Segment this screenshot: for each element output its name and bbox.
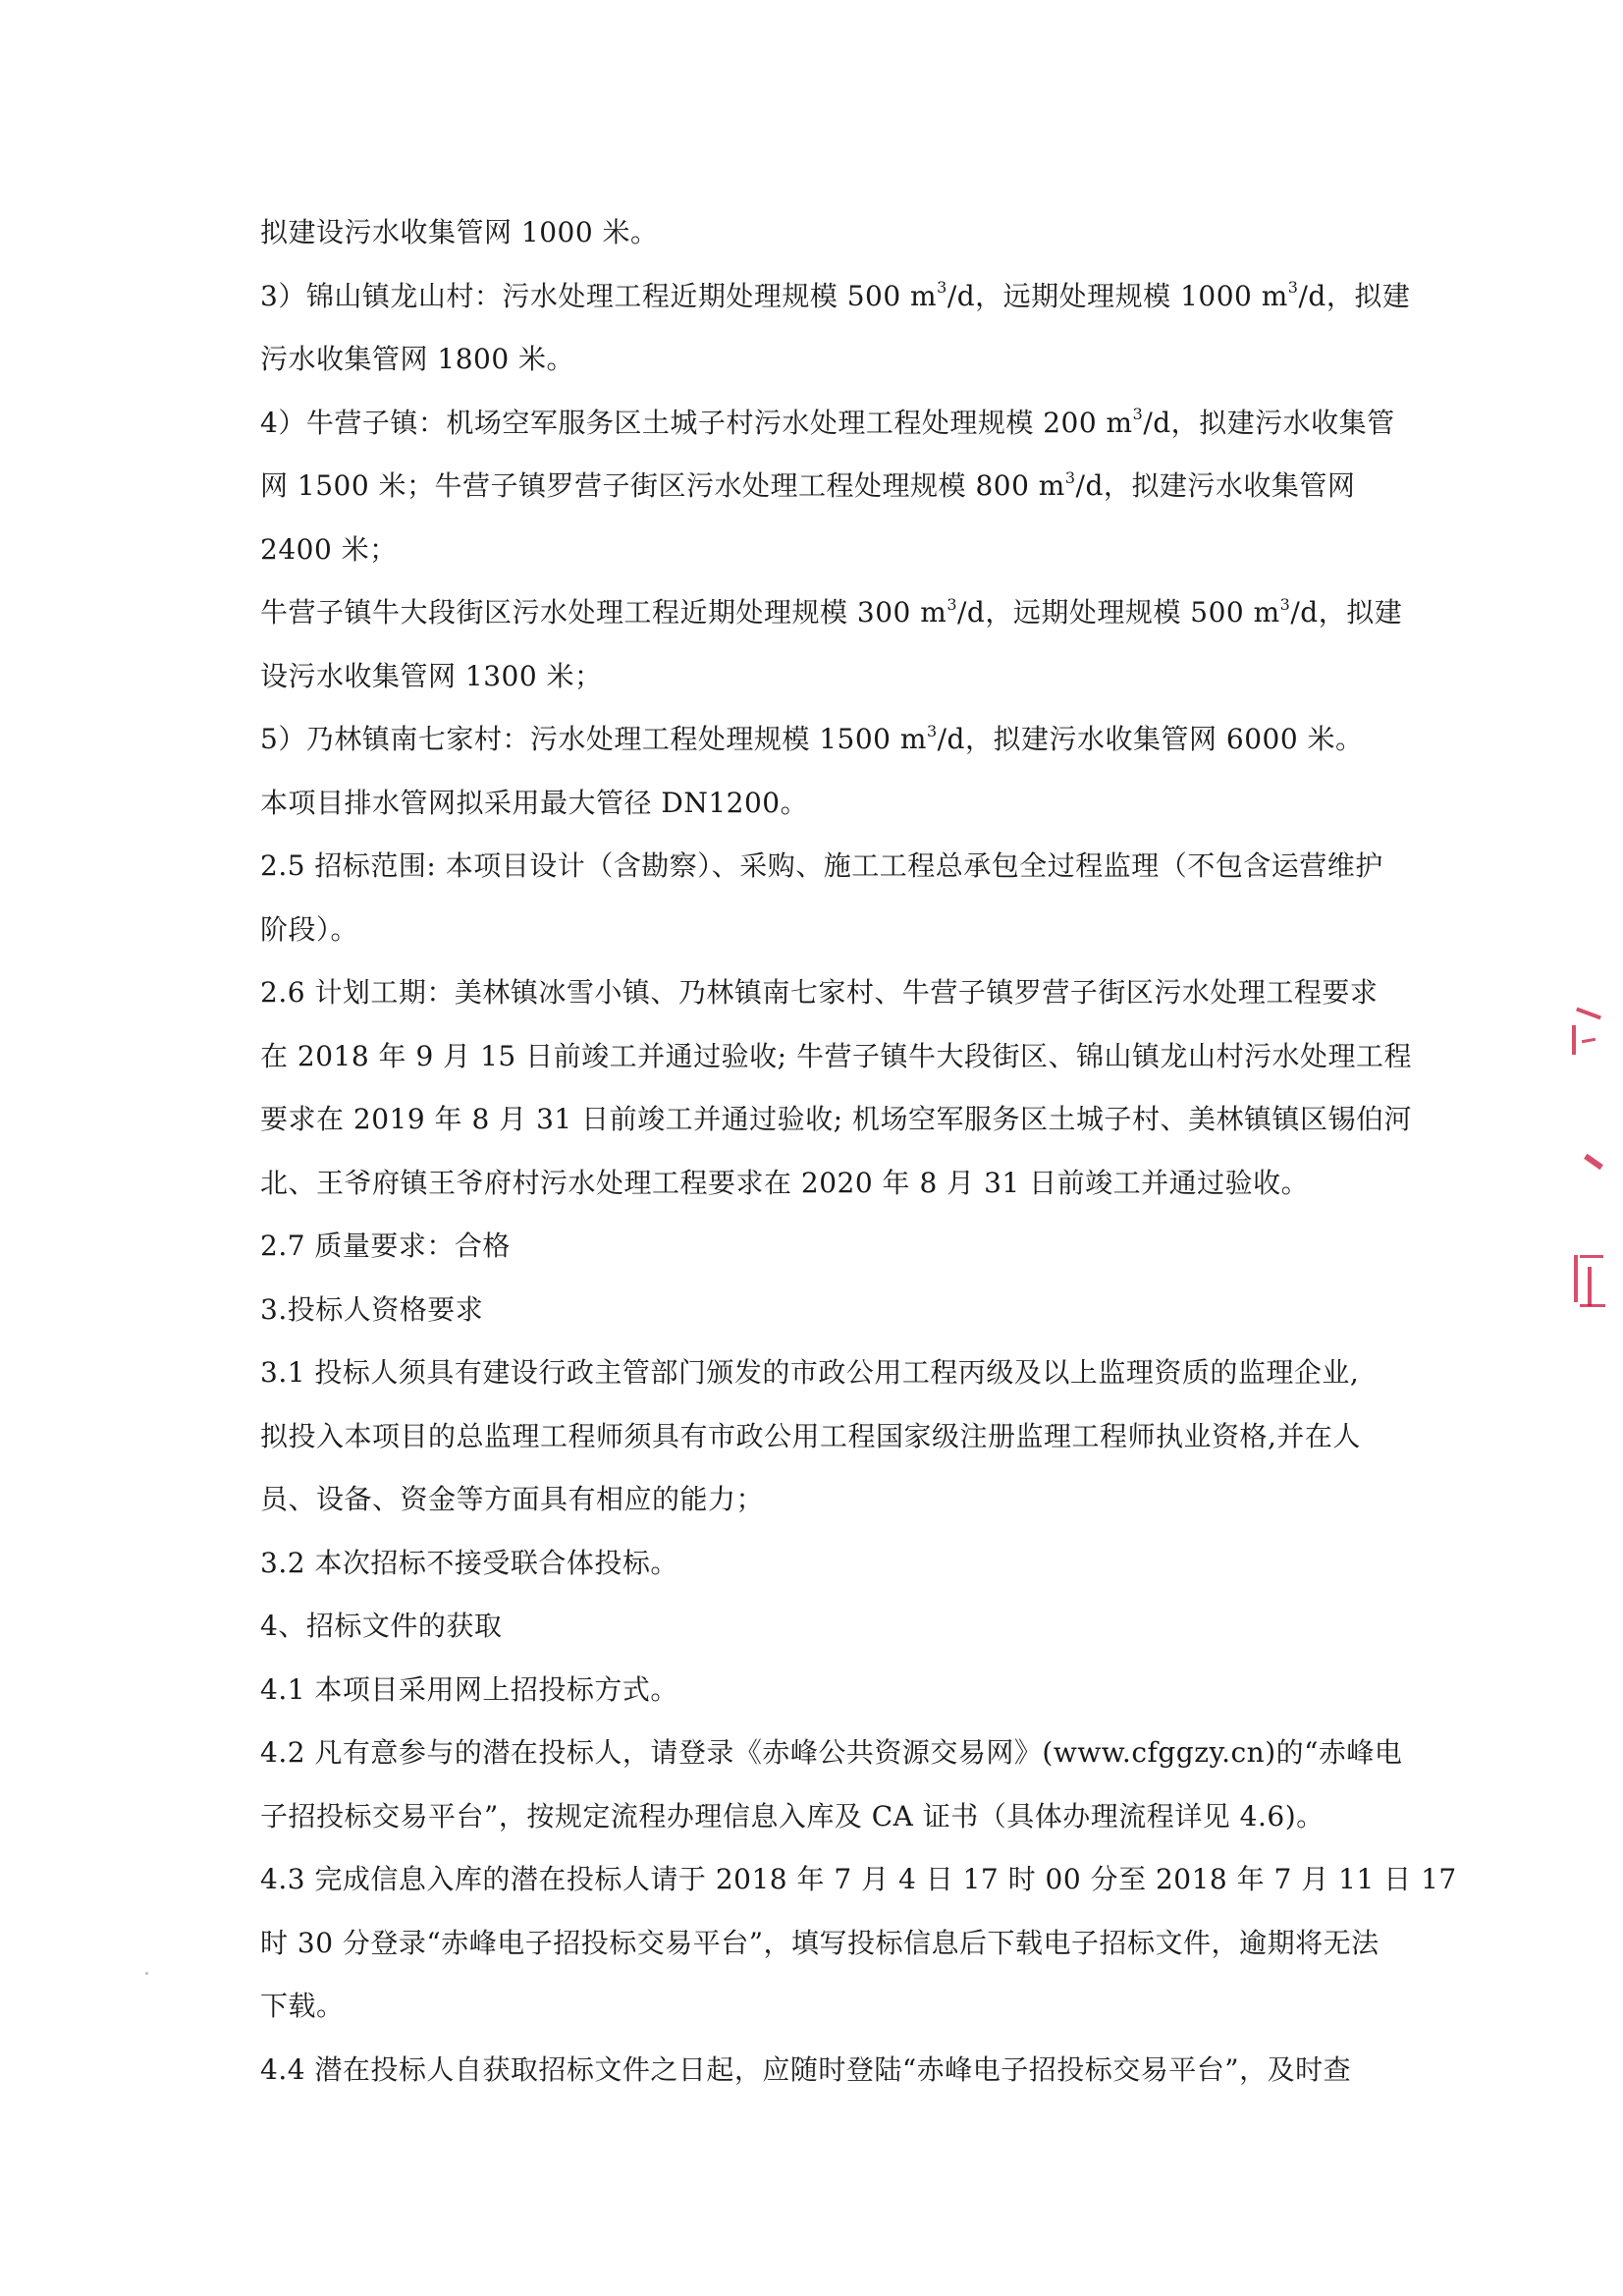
line-text: 牛营子镇牛大段街区污水处理工程近期处理规模 300 m xyxy=(260,596,947,629)
line-text: 4.1 本项目采用网上招投标方式。 xyxy=(260,1672,678,1706)
text-line xyxy=(260,1659,1414,1722)
line-text: /d，拟建污水收集管网 xyxy=(1075,469,1356,502)
line-text: 本项目排水管网拟采用最大管径 DN1200。 xyxy=(260,786,809,819)
scan-artifact xyxy=(145,1972,148,1975)
line-text: 员、设备、资金等方面具有相应的能力； xyxy=(260,1483,765,1515)
line-text: 2400 米； xyxy=(260,532,398,566)
document-body xyxy=(260,201,1457,2102)
seal-stamp-fragment xyxy=(1554,992,1623,1345)
stamp-stroke xyxy=(1584,1154,1603,1170)
superscript: 3 xyxy=(926,721,938,740)
stamp-stroke xyxy=(1576,1008,1601,1020)
superscript: 3 xyxy=(1132,405,1144,424)
text-line xyxy=(260,455,1414,519)
line-text: 3.1 投标人须具有建设行政主管部门颁发的市政公用工程丙级及以上监理资质的监理企业, xyxy=(260,1356,1360,1389)
superscript: 3 xyxy=(1279,594,1291,614)
line-text: /d，拟建污水收集管网 6000 米。 xyxy=(937,723,1364,755)
text-line xyxy=(260,1152,1414,1216)
line-text: 2.5 招标范围: 本项目设计（含勘察）、采购、施工工程总承包全过程监理（不包含运营维护 xyxy=(260,849,1383,882)
line-text: 设污水收集管网 1300 米； xyxy=(260,659,603,692)
text-line xyxy=(260,201,1414,265)
text-line xyxy=(260,899,1414,962)
line-text: /d，拟建 xyxy=(1290,596,1403,629)
stamp-stroke xyxy=(1574,1255,1578,1302)
text-line xyxy=(260,1785,1414,1849)
stamp-stroke xyxy=(1582,1038,1596,1043)
superscript: 3 xyxy=(947,594,957,614)
line-text: /d，远期处理规模 500 m xyxy=(957,596,1280,629)
line-text: 3）锦山镇龙山村：污水处理工程近期处理规模 500 m xyxy=(260,279,938,312)
text-line xyxy=(260,1088,1414,1152)
text-line xyxy=(260,772,1414,836)
text-line xyxy=(260,1848,1457,1912)
line-text: 时 30 分登录“赤峰电子招投标交易平台”，填写投标信息后下载电子招标文件，逾期将无法 xyxy=(260,1926,1380,1959)
line-text: /d，远期处理规模 1000 m xyxy=(947,279,1288,312)
text-line xyxy=(260,1468,1414,1532)
line-text: /d，拟建污水收集管 xyxy=(1143,406,1395,439)
line-text: 4.2 凡有意参与的潜在投标人，请登录《赤峰公共资源交易网》(www.cfggzy.cn)的“赤峰电 xyxy=(260,1736,1403,1769)
line-text: 在 2018 年 9 月 15 日前竣工并通过验收; 牛营子镇牛大段街区、锦山镇龙山村污水处理工程 xyxy=(260,1039,1412,1072)
text-line xyxy=(260,835,1414,899)
text-line xyxy=(260,2039,1414,2103)
section-heading xyxy=(260,1595,1414,1659)
text-line xyxy=(260,645,1414,709)
text-line xyxy=(260,1722,1414,1785)
text-line xyxy=(260,1025,1414,1089)
text-line xyxy=(260,961,1414,1025)
superscript: 3 xyxy=(937,278,947,298)
text-line xyxy=(260,265,1414,329)
line-text: 阶段）。 xyxy=(260,912,359,946)
line-text: 3.投标人资格要求 xyxy=(260,1292,484,1326)
line-text: 下载。 xyxy=(260,1990,345,2022)
line-text: 子招投标交易平台”，按规定流程办理信息入库及 CA 证书（具体办理流程详见 4.6)。 xyxy=(260,1799,1325,1832)
line-text: 2.7 质量要求：合格 xyxy=(260,1230,511,1262)
stamp-stroke xyxy=(1588,1267,1592,1306)
section-heading xyxy=(260,1279,1414,1342)
text-line xyxy=(260,708,1414,772)
line-text: 污水收集管网 1800 米。 xyxy=(260,343,575,375)
text-line xyxy=(260,1532,1414,1596)
stamp-stroke xyxy=(1580,1255,1603,1258)
text-line xyxy=(260,581,1414,645)
line-text: 4）牛营子镇：机场空军服务区土城子村污水处理工程处理规模 200 m xyxy=(260,406,1133,439)
line-text: 要求在 2019 年 8 月 31 日前竣工并通过验收; 机场空军服务区土城子村、美林镇镇区锡伯河 xyxy=(260,1103,1412,1135)
line-text: 北、王爷府镇王爷府村污水处理工程要求在 2020 年 8 月 31 日前竣工并通过验收。 xyxy=(260,1166,1310,1199)
stamp-stroke xyxy=(1572,1025,1576,1055)
line-text: 4、招标文件的获取 xyxy=(260,1610,503,1642)
line-text: 5）乃林镇南七家村：污水处理工程处理规模 1500 m xyxy=(260,723,927,755)
line-text: 4.4 潜在投标人自获取招标文件之日起，应随时登陆“赤峰电子招投标交易平台”，及时查 xyxy=(260,2052,1352,2086)
line-text: 拟投入本项目的总监理工程师须具有市政公用工程国家级注册监理工程师执业资格,并在人 xyxy=(260,1419,1361,1452)
text-line xyxy=(260,1912,1414,1976)
line-text: 拟建设污水收集管网 1000 米。 xyxy=(260,216,659,248)
line-text: 网 1500 米；牛营子镇罗营子街区污水处理工程处理规模 800 m xyxy=(260,469,1065,502)
text-line xyxy=(260,1405,1414,1469)
superscript: 3 xyxy=(1064,467,1076,487)
line-text: 3.2 本次招标不接受联合体投标。 xyxy=(260,1546,678,1579)
line-text: 2.6 计划工期：美林镇冰雪小镇、乃林镇南七家村、牛营子镇罗营子街区污水处理工程要求 xyxy=(260,976,1379,1009)
superscript: 3 xyxy=(1287,278,1299,298)
line-text: 4.3 完成信息入库的潜在投标人请于 2018 年 7 月 4 日 17 时 00 分至 2018 年 7 月 11 日 17 xyxy=(260,1863,1457,1895)
text-line xyxy=(260,328,1414,392)
text-line xyxy=(260,392,1414,456)
text-line xyxy=(260,1975,1414,2039)
text-line xyxy=(260,1341,1414,1405)
line-text: /d，拟建 xyxy=(1298,279,1411,312)
text-line xyxy=(260,519,1414,582)
text-line xyxy=(260,1215,1414,1279)
stamp-stroke xyxy=(1580,1304,1605,1307)
